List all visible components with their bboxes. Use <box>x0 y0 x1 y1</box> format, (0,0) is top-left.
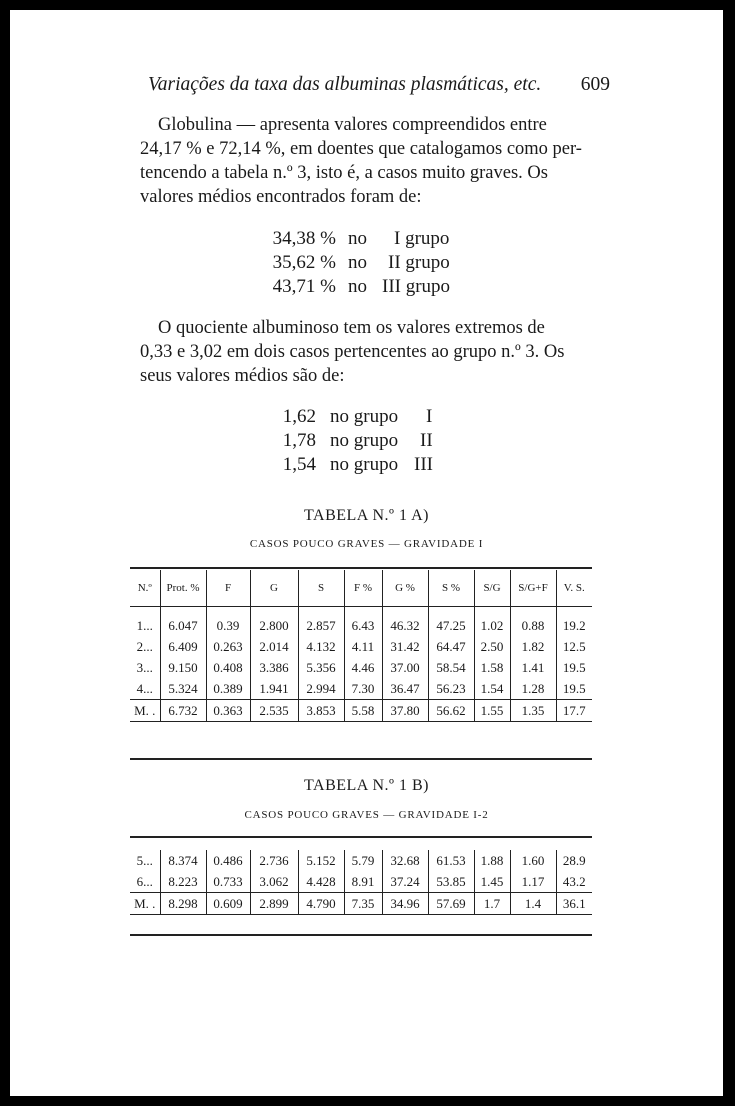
column-header: F % <box>344 570 382 607</box>
column-header: S/G <box>474 570 510 607</box>
list-item <box>250 251 490 275</box>
table-cell: 43.2 <box>556 871 592 893</box>
mean-word: no grupo <box>330 430 399 451</box>
table-cell: 0.88 <box>510 615 556 636</box>
table-cell: 47.25 <box>428 615 474 636</box>
table-cell: M. . <box>130 893 160 915</box>
table-cell: 37.80 <box>382 700 428 722</box>
column-header: N.º <box>130 570 160 607</box>
table-cell: 8.223 <box>160 871 206 893</box>
table-cell: 1.58 <box>474 657 510 678</box>
table-cell: 12.5 <box>556 636 592 657</box>
table-cell: 1.55 <box>474 700 510 722</box>
table-cell: 0.39 <box>206 615 250 636</box>
paragraph-quociente <box>140 316 610 388</box>
table-cell: 6.047 <box>160 615 206 636</box>
table-cell: 19.2 <box>556 615 592 636</box>
table2-top-rule <box>130 836 592 838</box>
column-header: V. S. <box>556 570 592 607</box>
column-header: S <box>298 570 344 607</box>
table-cell: 19.5 <box>556 678 592 700</box>
table-cell: 36.47 <box>382 678 428 700</box>
table-cell: 0.733 <box>206 871 250 893</box>
column-header: Prot. % <box>160 570 206 607</box>
column-header: S/G+F <box>510 570 556 607</box>
table-cell: 8.298 <box>160 893 206 915</box>
table-cell: 3.062 <box>250 871 298 893</box>
table-cell: 8.374 <box>160 850 206 871</box>
table-cell: 2.014 <box>250 636 298 657</box>
table-cell: 5.152 <box>298 850 344 871</box>
globulina-mean-list <box>250 227 490 299</box>
table-cell: 0.363 <box>206 700 250 722</box>
table-cell: 3.386 <box>250 657 298 678</box>
mean-value: 1,78 <box>282 430 316 451</box>
table-cell: 2.899 <box>250 893 298 915</box>
mean-word: no grupo <box>330 406 399 427</box>
table-cell: 1.941 <box>250 678 298 700</box>
table1-title: TABELA N.º 1 A) <box>304 507 429 524</box>
mean-value: 34,38 % <box>272 228 336 249</box>
table-cell: 1.02 <box>474 615 510 636</box>
table1-bottom-rule <box>130 758 592 760</box>
paragraph-line: Globulina — apresenta valores compreendidos entre <box>158 115 547 135</box>
table-cell: 1.28 <box>510 678 556 700</box>
page-number: 609 <box>580 74 610 95</box>
table-cell: 2... <box>136 638 153 654</box>
table-cell: 64.47 <box>428 636 474 657</box>
column-header: F <box>206 570 250 607</box>
table-cell: 5.324 <box>160 678 206 700</box>
column-header: G % <box>382 570 428 607</box>
table2-title: TABELA N.º 1 B) <box>304 777 429 794</box>
mean-group: II grupo <box>388 252 450 273</box>
table-cell: 0.389 <box>206 678 250 700</box>
document-page <box>10 10 723 1096</box>
table-cell: 8.91 <box>344 871 382 893</box>
table-cell: 53.85 <box>428 871 474 893</box>
table-cell: 6.43 <box>344 615 382 636</box>
table-cell: 32.68 <box>382 850 428 871</box>
table-cell: 1.41 <box>510 657 556 678</box>
table-cell: 0.609 <box>206 893 250 915</box>
paragraph-line: tencendo a tabela n.º 3, isto é, a casos muito graves. Os <box>140 163 548 183</box>
table1-top-rule <box>130 567 592 569</box>
table-cell: 2.800 <box>250 615 298 636</box>
paragraph-line: 24,17 % e 72,14 %, em doentes que catalogamos como per- <box>140 139 582 159</box>
table-cell: 0.263 <box>206 636 250 657</box>
table-mean-row <box>130 893 592 915</box>
list-item <box>280 405 480 429</box>
paragraph-line: 0,33 e 3,02 em dois casos pertencentes ao grupo n.º 3. Os <box>140 342 565 362</box>
table-cell: 2.857 <box>298 615 344 636</box>
mean-value: 1,54 <box>282 454 316 475</box>
mean-value: 35,62 % <box>272 252 336 273</box>
table1-subtitle: CASOS POUCO GRAVES — GRAVIDADE I <box>249 538 484 550</box>
table-cell: 19.5 <box>556 657 592 678</box>
table-cell: 1.17 <box>510 871 556 893</box>
table2-subtitle: CASOS POUCO GRAVES — GRAVIDADE I-2 <box>244 809 489 821</box>
table-cell: 1.88 <box>474 850 510 871</box>
table-cell: 6.409 <box>160 636 206 657</box>
table-cell: 58.54 <box>428 657 474 678</box>
table-row <box>130 850 592 871</box>
table-cell: 5... <box>136 852 153 868</box>
running-header <box>148 74 610 102</box>
table-cell: 1.35 <box>510 700 556 722</box>
table-cell: 1.45 <box>474 871 510 893</box>
table-cell: 4.428 <box>298 871 344 893</box>
list-item <box>250 227 490 251</box>
table-cell: 0.486 <box>206 850 250 871</box>
table-cell: 1... <box>136 617 153 633</box>
table-cell: 1.7 <box>474 893 510 915</box>
table-cell: 4.46 <box>344 657 382 678</box>
table-cell: 31.42 <box>382 636 428 657</box>
table-cell: 0.408 <box>206 657 250 678</box>
mean-group: II <box>420 430 433 451</box>
mean-group: I grupo <box>394 228 450 249</box>
table-cell: 57.69 <box>428 893 474 915</box>
table-cell: 17.7 <box>556 700 592 722</box>
table-cell: 3... <box>136 659 153 675</box>
table-cell: 2.535 <box>250 700 298 722</box>
list-item <box>280 453 480 477</box>
table-cell: 4.11 <box>344 636 382 657</box>
table-cell: 61.53 <box>428 850 474 871</box>
paragraph-globulina <box>140 113 610 209</box>
column-header: S % <box>428 570 474 607</box>
paragraph-line: seus valores médios são de: <box>140 366 345 386</box>
table-cell: 6.732 <box>160 700 206 722</box>
table-cell: 28.9 <box>556 850 592 871</box>
mean-group: I <box>426 406 433 427</box>
mean-group: III grupo <box>382 276 451 297</box>
table-mean-row <box>130 700 592 722</box>
table-cell: 1.4 <box>510 893 556 915</box>
table-cell: 7.35 <box>344 893 382 915</box>
table-row <box>130 615 592 636</box>
mean-group: III <box>414 454 433 475</box>
quociente-mean-list <box>280 405 480 477</box>
mean-value: 1,62 <box>282 406 316 427</box>
list-item <box>250 275 490 299</box>
table-cell: 56.62 <box>428 700 474 722</box>
table-cell: 9.150 <box>160 657 206 678</box>
table-cell: 5.356 <box>298 657 344 678</box>
table1 <box>130 570 592 722</box>
table-cell: 2.994 <box>298 678 344 700</box>
table-cell: 37.24 <box>382 871 428 893</box>
mean-word: no grupo <box>330 454 399 475</box>
mean-word: no <box>348 252 367 273</box>
column-header: G <box>250 570 298 607</box>
paragraph-line: valores médios encontrados foram de: <box>140 187 422 207</box>
table-cell: 37.00 <box>382 657 428 678</box>
table-cell: 1.54 <box>474 678 510 700</box>
table-cell: 4.790 <box>298 893 344 915</box>
table-cell: 56.23 <box>428 678 474 700</box>
table-cell: 46.32 <box>382 615 428 636</box>
mean-word: no <box>348 276 367 297</box>
table-cell: 2.50 <box>474 636 510 657</box>
table-header-row <box>130 570 592 607</box>
table-row <box>130 657 592 678</box>
table-cell: 4.132 <box>298 636 344 657</box>
table-cell: 5.79 <box>344 850 382 871</box>
table-cell: M. . <box>130 700 160 722</box>
table-cell: 1.82 <box>510 636 556 657</box>
spacer-row <box>130 607 592 616</box>
mean-word: no <box>348 228 367 249</box>
table-row <box>130 871 592 893</box>
table-cell: 5.58 <box>344 700 382 722</box>
table-cell: 34.96 <box>382 893 428 915</box>
table-cell: 36.1 <box>556 893 592 915</box>
table2-bottom-rule <box>130 934 592 936</box>
table-cell: 2.736 <box>250 850 298 871</box>
table-cell: 1.60 <box>510 850 556 871</box>
table2 <box>130 850 592 915</box>
table-cell: 6... <box>136 873 153 889</box>
table-row <box>130 636 592 657</box>
paragraph-line: O quociente albuminoso tem os valores extremos de <box>158 318 545 338</box>
table-row <box>130 678 592 700</box>
list-item <box>280 429 480 453</box>
mean-value: 43,71 % <box>272 276 336 297</box>
table-cell: 7.30 <box>344 678 382 700</box>
running-title: Variações da taxa das albuminas plasmáticas, etc. <box>148 74 542 95</box>
table-cell: 4... <box>136 680 153 696</box>
table-cell: 3.853 <box>298 700 344 722</box>
